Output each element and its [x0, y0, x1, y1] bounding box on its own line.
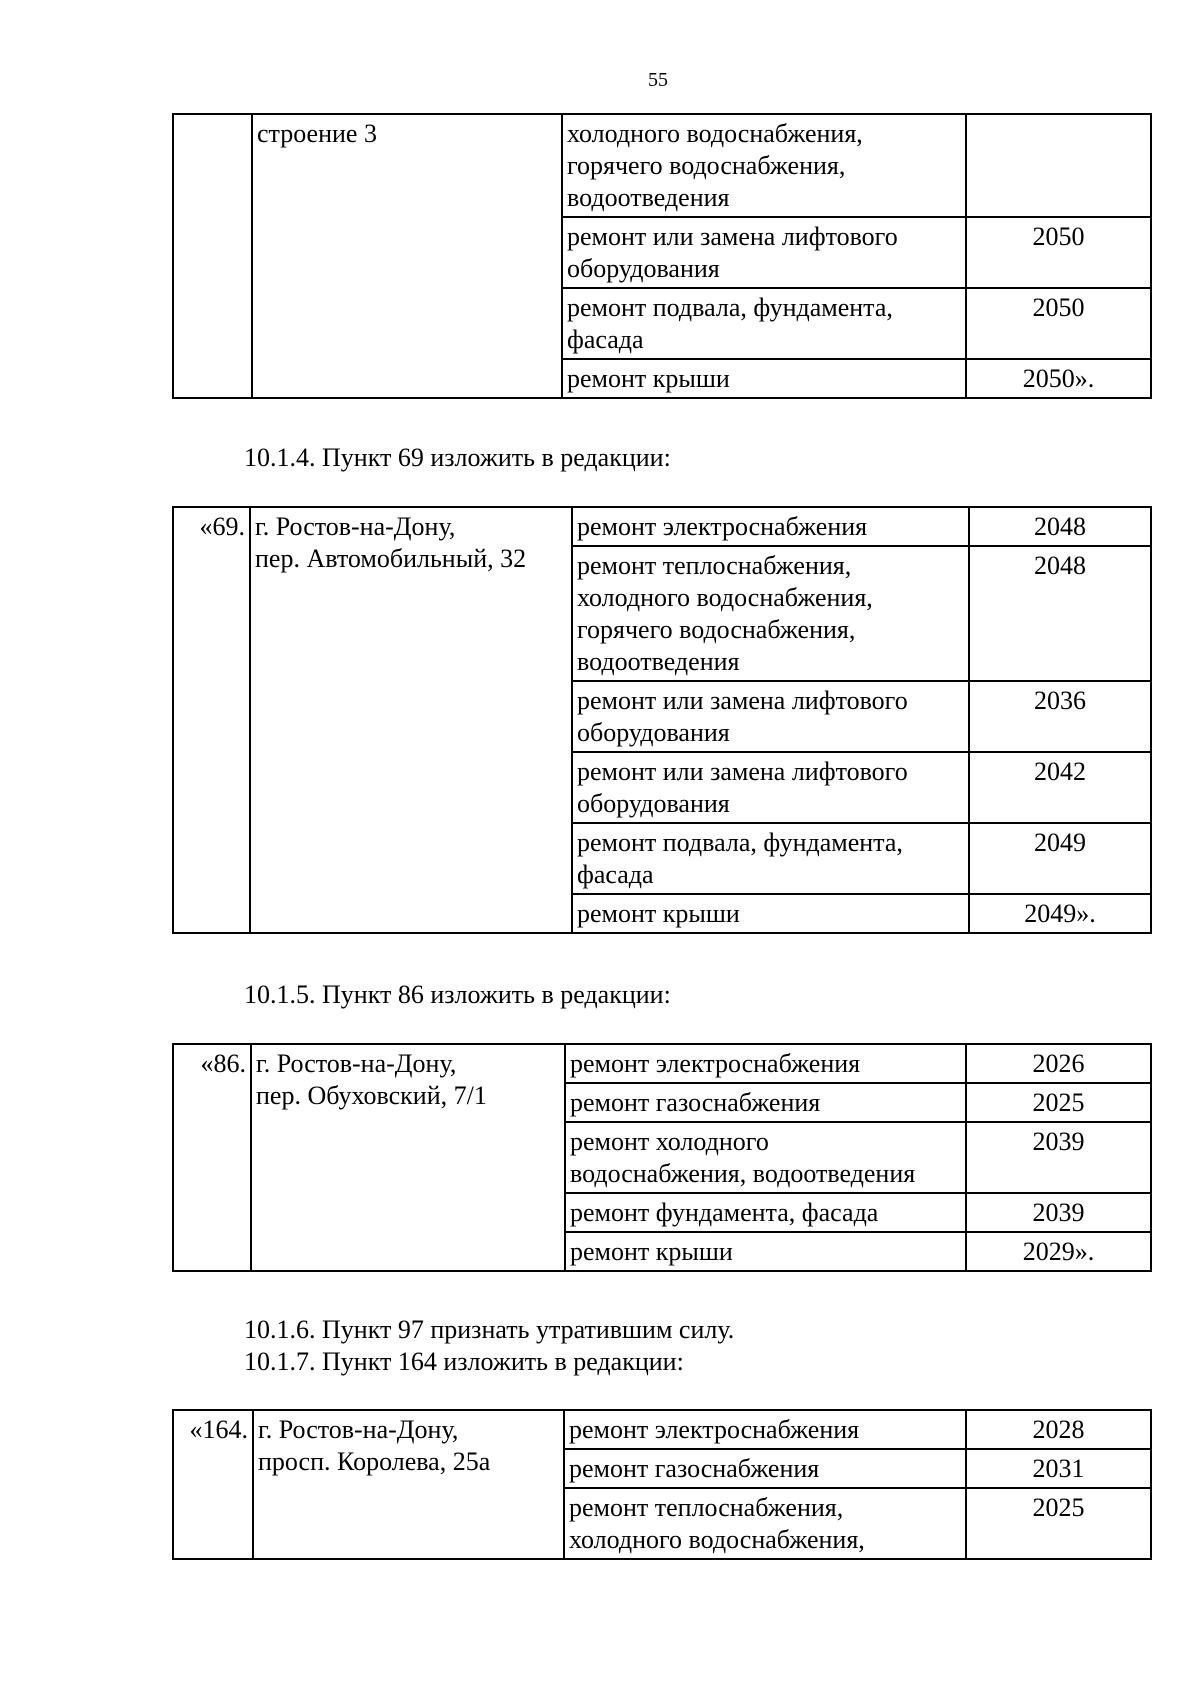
table-row [173, 1044, 1151, 1083]
year-cell: 2050 [966, 288, 1151, 359]
work-type-cell [572, 752, 969, 823]
work-type-cell [562, 114, 966, 217]
work-type-cell [572, 681, 969, 752]
work-type-line: ремонт газоснабжения [570, 1088, 821, 1117]
work-type-cell [565, 1083, 966, 1122]
year-cell: 2049». [969, 894, 1151, 933]
work-type-line: холодного водоснабжения, [567, 119, 863, 148]
address-line: пер. Автомобильный, 32 [255, 544, 527, 573]
work-type-line: водоотведения [567, 183, 730, 212]
address-cell [252, 114, 562, 398]
address-line: пер. Обуховский, 7/1 [256, 1081, 487, 1110]
year-cell [966, 114, 1151, 217]
year-cell: 2036 [969, 681, 1151, 752]
year-cell: 2029». [966, 1232, 1151, 1271]
work-type-cell [564, 1449, 966, 1488]
work-type-cell [564, 1410, 966, 1449]
work-type-line: ремонт или замена лифтового [567, 222, 898, 251]
work-type-line: водоотведения [577, 647, 740, 676]
work-type-cell [562, 217, 966, 288]
work-type-line: оборудования [577, 789, 730, 818]
work-type-cell [565, 1232, 966, 1271]
work-type-line: ремонт электроснабжения [577, 512, 868, 541]
address-line: г. Ростов-на-Дону, [258, 1415, 459, 1444]
year-cell: 2048 [969, 507, 1151, 546]
work-type-line: ремонт крыши [577, 899, 740, 928]
paragraph-10-1-5: 10.1.5. Пункт 86 изложить в редакции: [244, 980, 671, 1009]
year-cell: 2025 [966, 1488, 1151, 1559]
table-item-86 [172, 1043, 1152, 1272]
work-type-cell [572, 507, 969, 546]
work-type-line: оборудования [577, 718, 730, 747]
year-cell: 2050». [966, 359, 1151, 398]
item-number-cell: «69. [173, 507, 250, 933]
address-line: г. Ростов-на-Дону, [255, 512, 456, 541]
year-cell: 2050 [966, 217, 1151, 288]
work-type-line: ремонт подвала, фундамента, [577, 828, 903, 857]
work-type-line: ремонт крыши [570, 1237, 733, 1266]
work-type-line: оборудования [567, 254, 720, 283]
year-cell: 2042 [969, 752, 1151, 823]
table-continuation [172, 113, 1152, 399]
paragraph-10-1-6: 10.1.6. Пункт 97 признать утратившим силу. [244, 1315, 735, 1344]
work-type-line: ремонт холодного [570, 1127, 769, 1156]
work-type-line: ремонт газоснабжения [569, 1454, 820, 1483]
work-type-line: ремонт электроснабжения [570, 1049, 861, 1078]
work-type-cell [562, 359, 966, 398]
address-cell [250, 507, 572, 933]
work-type-line: горячего водоснабжения, [567, 151, 846, 180]
work-type-line: водоснабжения, водоотведения [570, 1159, 916, 1188]
work-type-line: фасада [567, 325, 644, 354]
table-row [173, 114, 1151, 217]
work-type-line: ремонт электроснабжения [569, 1415, 860, 1444]
year-cell: 2026 [966, 1044, 1151, 1083]
address-line: строение 3 [257, 119, 377, 148]
work-type-line: ремонт теплоснабжения, [569, 1493, 844, 1522]
year-cell: 2039 [966, 1122, 1151, 1193]
year-cell: 2025 [966, 1083, 1151, 1122]
work-type-line: ремонт крыши [567, 364, 730, 393]
table-row [173, 1410, 1151, 1449]
year-cell: 2039 [966, 1193, 1151, 1232]
address-cell [251, 1044, 565, 1271]
item-number-cell [173, 114, 252, 398]
work-type-line: холодного водоснабжения, [569, 1525, 865, 1554]
page-number: 55 [648, 69, 668, 91]
work-type-line: ремонт или замена лифтового [577, 686, 908, 715]
paragraph-10-1-4: 10.1.4. Пункт 69 изложить в редакции: [244, 443, 671, 472]
work-type-cell [564, 1488, 966, 1559]
paragraph-10-1-7: 10.1.7. Пункт 164 изложить в редакции: [244, 1347, 684, 1376]
work-type-line: холодного водоснабжения, [577, 583, 873, 612]
work-type-line: горячего водоснабжения, [577, 615, 856, 644]
work-type-cell [565, 1193, 966, 1232]
year-cell: 2031 [966, 1449, 1151, 1488]
work-type-cell [562, 288, 966, 359]
work-type-cell [572, 546, 969, 681]
year-cell: 2049 [969, 823, 1151, 894]
table-item-69 [172, 506, 1152, 934]
table-row [173, 507, 1151, 546]
work-type-line: ремонт теплоснабжения, [577, 551, 852, 580]
item-number-cell: «164. [173, 1410, 253, 1559]
work-type-cell [572, 823, 969, 894]
year-cell: 2048 [969, 546, 1151, 681]
work-type-line: ремонт подвала, фундамента, [567, 293, 893, 322]
work-type-cell [565, 1122, 966, 1193]
work-type-line: ремонт или замена лифтового [577, 757, 908, 786]
work-type-line: ремонт фундамента, фасада [570, 1198, 879, 1227]
table-item-164 [172, 1409, 1152, 1560]
address-cell [253, 1410, 564, 1559]
work-type-cell [565, 1044, 966, 1083]
work-type-line: фасада [577, 860, 654, 889]
item-number-cell: «86. [173, 1044, 251, 1271]
address-line: просп. Королева, 25а [258, 1447, 491, 1476]
year-cell: 2028 [966, 1410, 1151, 1449]
work-type-cell [572, 894, 969, 933]
address-line: г. Ростов-на-Дону, [256, 1049, 457, 1078]
